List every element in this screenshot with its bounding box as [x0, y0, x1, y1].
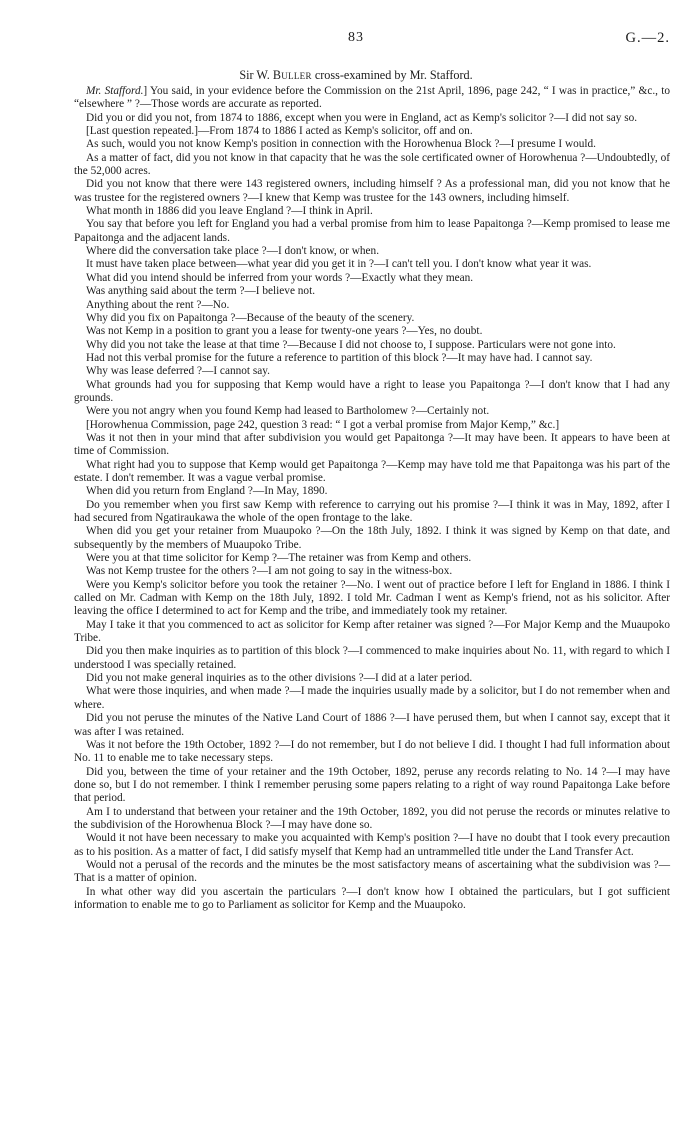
testimony-paragraph	[74, 579, 670, 619]
testimony-paragraph	[74, 339, 670, 352]
paragraph-text: Had not this verbal promise for the future a reference to partition of this block ?—It may have had. I cannot say.	[86, 351, 593, 364]
paragraph-text: You say that before you left for England you had a verbal promise from him to lease Papaitonga ?—Kemp promised to lease me Papaitonga and the adjacent lands.	[74, 218, 670, 244]
paragraph-text: What month in 1886 did you leave England ?—I think in April.	[86, 205, 373, 218]
testimony-body	[74, 85, 670, 912]
testimony-paragraph	[74, 806, 670, 833]
paragraph-text: As such, would you not know Kemp's position in connection with the Horowhenua Block ?—I presume I would.	[86, 138, 597, 151]
testimony-paragraph	[74, 432, 670, 459]
paragraph-text: [Last question repeated.]—From 1874 to 1886 I acted as Kemp's solicitor, off and on.	[86, 125, 473, 138]
testimony-paragraph	[74, 405, 670, 418]
paragraph-text: Were you at that time solicitor for Kemp ?—The retainer was from Kemp and others.	[86, 552, 472, 565]
paragraph-text: As a matter of fact, did you not know in that capacity that he was the sole certificated owner of Horowhenua ?—Undoubtedly, of the 52,000 acres.	[74, 151, 670, 178]
paragraph-text: Why did you fix on Papaitonga ?—Because of the beauty of the scenery.	[86, 311, 415, 324]
paragraph-text: ] You said, in your evidence before the Commission on the 21st April, 1896, page 242, “ I was in practice,” &c., to “elsewhere ” ?—Those words are accurate as reported.	[74, 85, 670, 111]
paragraph-text: Did you not peruse the minutes of the Native Land Court of 1886 ?—I have perused them, but when I cannot say, except that it was after I was retained.	[74, 712, 670, 738]
testimony-paragraph	[74, 739, 670, 766]
witness-name: Buller	[272, 68, 312, 82]
testimony-paragraph	[74, 272, 670, 285]
testimony-paragraph	[74, 419, 670, 432]
testimony-paragraph	[74, 886, 670, 913]
testimony-paragraph	[74, 645, 670, 672]
testimony-paragraph	[74, 499, 670, 526]
paragraph-text: Where did the conversation take place ?—I don't know, or when.	[86, 245, 380, 258]
testimony-paragraph	[74, 245, 670, 258]
paragraph-text: Was anything said about the term ?—I believe not.	[86, 285, 316, 298]
paragraph-text: Do you remember when you first saw Kemp with reference to carrying out his promise ?—I think it was in May, 1892, after I had secured from Ngatiraukawa the whole of the open frontage to the lake.	[74, 498, 670, 524]
testimony-paragraph	[74, 525, 670, 552]
paragraph-text: Am I to understand that between your retainer and the 19th October, 1892, you did not peruse the records or minutes relative to the subdivision of the Horowhenua Block ?—I may have done so.	[74, 805, 670, 831]
paragraph-text: Why was lease deferred ?—I cannot say.	[86, 365, 271, 378]
testimony-paragraph	[74, 112, 670, 125]
testimony-paragraph	[74, 218, 670, 245]
testimony-paragraph	[74, 685, 670, 712]
title-prefix: Sir W.	[239, 68, 273, 82]
testimony-paragraph	[74, 712, 670, 739]
paragraph-text: Did you not make general inquiries as to the other divisions ?—I did at a later period.	[86, 672, 473, 685]
paragraph-text: When did you get your retainer from Muaupoko ?—On the 18th July, 1892. I think it was signed by Kemp on that date, and subsequently by the members of Muaupoko Tribe.	[74, 525, 670, 551]
page-number: 83	[348, 30, 364, 45]
testimony-paragraph	[74, 299, 670, 312]
paragraph-text: Why did you not take the lease at that time ?—Because I did not choose to, I suppose. Particulars were not gone into.	[86, 338, 616, 351]
paragraph-text: Did you or did you not, from 1874 to 1886, except when you were in England, act as Kemp's solicitor ?—I did not say so.	[86, 111, 638, 124]
title-suffix: cross-examined by Mr. Stafford.	[311, 68, 473, 82]
testimony-paragraph	[74, 365, 670, 378]
paragraph-text: Anything about the rent ?—No.	[86, 298, 230, 311]
testimony-paragraph	[74, 832, 670, 859]
paragraph-text: When did you return from England ?—In May, 1890.	[86, 485, 328, 498]
testimony-paragraph	[74, 138, 670, 151]
paragraph-text: What were those inquiries, and when made ?—I made the inquiries usually made by a solicitor, but I do not remember when and where.	[74, 685, 670, 711]
testimony-paragraph	[74, 379, 670, 406]
testimony-paragraph	[74, 325, 670, 338]
testimony-paragraph	[74, 565, 670, 578]
paragraph-text: Was it not then in your mind that after subdivision you would get Papaitonga ?—It may have been. It appears to have been at time of Commission.	[74, 431, 670, 458]
testimony-paragraph	[74, 766, 670, 806]
paragraph-text: [Horowhenua Commission, page 242, question 3 read: “ I got a verbal promise from Major Kemp,” &c.]	[86, 418, 560, 431]
testimony-paragraph	[74, 352, 670, 365]
paragraph-text: What did you intend should be inferred from your words ?—Exactly what they mean.	[86, 271, 474, 284]
paragraph-text: Was not Kemp trustee for the others ?—I am not going to say in the witness-box.	[86, 565, 453, 578]
paragraph-text: Was not Kemp in a position to grant you a lease for twenty-one years ?—Yes, no doubt.	[86, 325, 483, 338]
testimony-paragraph	[74, 552, 670, 565]
testimony-paragraph	[74, 152, 670, 179]
paragraph-text: What right had you to suppose that Kemp would get Papaitonga ?—Kemp may have told me that Papaitonga was his part of the estate. I don't remember. It was a vague verbal promise.	[74, 458, 670, 484]
testimony-paragraph	[74, 178, 670, 205]
testimony-paragraph	[74, 672, 670, 685]
paragraph-text: Were you Kemp's solicitor before you took the retainer ?—No. I went out of practice before I left for England in 1886. I think I called on Mr. Cadman with Kemp on the 18th July, 1892. I told Mr. Cadman I went as Kemp's friend, not as his solicitor. After leaving the office I determined to act for Kemp and the tribe, and immediately took my retainer.	[74, 578, 670, 618]
speaker-lead: Mr. Stafford.	[86, 85, 144, 97]
paragraph-text: Was it not before the 19th October, 1892 ?—I do not remember, but I do not believe I did. I thought I had full information about No. 11 to enable me to take necessary steps.	[74, 738, 670, 765]
testimony-paragraph	[74, 205, 670, 218]
testimony-paragraph	[74, 85, 670, 112]
paragraph-text: Were you not angry when you found Kemp had leased to Bartholomew ?—Certainly not.	[86, 405, 490, 418]
paragraph-text: In what other way did you ascertain the particulars ?—I don't know how I obtained the particulars, but I got sufficient information to enable me to go to Parliament as solicitor for Kemp and the Muaupoko.	[74, 885, 670, 911]
paragraph-text: Did you then make inquiries as to partition of this block ?—I commenced to make inquiries about No. 11, with regard to which I understood I was specially retained.	[74, 645, 670, 671]
paragraph-text: Would it not have been necessary to make you acquainted with Kemp's position ?—I have no doubt that I took every precaution as to his position. As a matter of fact, I did satisfy myself that Kemp had an untrammelled title under the Land Transfer Act.	[74, 832, 670, 858]
testimony-paragraph	[74, 485, 670, 498]
paragraph-text: It must have taken place between—what year did you get it in ?—I can't tell you. I don't know what year it was.	[86, 258, 592, 271]
page-header	[42, 30, 670, 50]
testimony-paragraph	[74, 619, 670, 646]
section-title	[42, 68, 670, 83]
document-code: G.—2.	[625, 30, 670, 46]
testimony-paragraph	[74, 285, 670, 298]
paragraph-text: Would not a perusal of the records and the minutes be the most satisfactory means of ascertaining what the subdivision was ?—That is a matter of opinion.	[74, 858, 670, 885]
testimony-paragraph	[74, 125, 670, 138]
paragraph-text: Did you not know that there were 143 registered owners, including himself ? As a professional man, did you not know that he was trustee for the registered owners ?—I knew that Kemp was trustee for the 143 owners, including himself.	[74, 178, 670, 204]
testimony-paragraph	[74, 312, 670, 325]
testimony-paragraph	[74, 258, 670, 271]
paragraph-text: May I take it that you commenced to act as solicitor for Kemp after retainer was signed ?—For Major Kemp and the Muaupoko Tribe.	[74, 618, 670, 645]
testimony-paragraph	[74, 459, 670, 486]
testimony-paragraph	[74, 859, 670, 886]
paragraph-text: What grounds had you for supposing that Kemp would have a right to lease you Papaitonga ?—I don't know that I had any grounds.	[74, 378, 670, 404]
paragraph-text: Did you, between the time of your retainer and the 19th October, 1892, peruse any records relating to No. 14 ?—I may have done so, but I do not remember. I think I remember perusing some papers relating to a right of way round Papaitonga Lake before that period.	[74, 765, 670, 805]
